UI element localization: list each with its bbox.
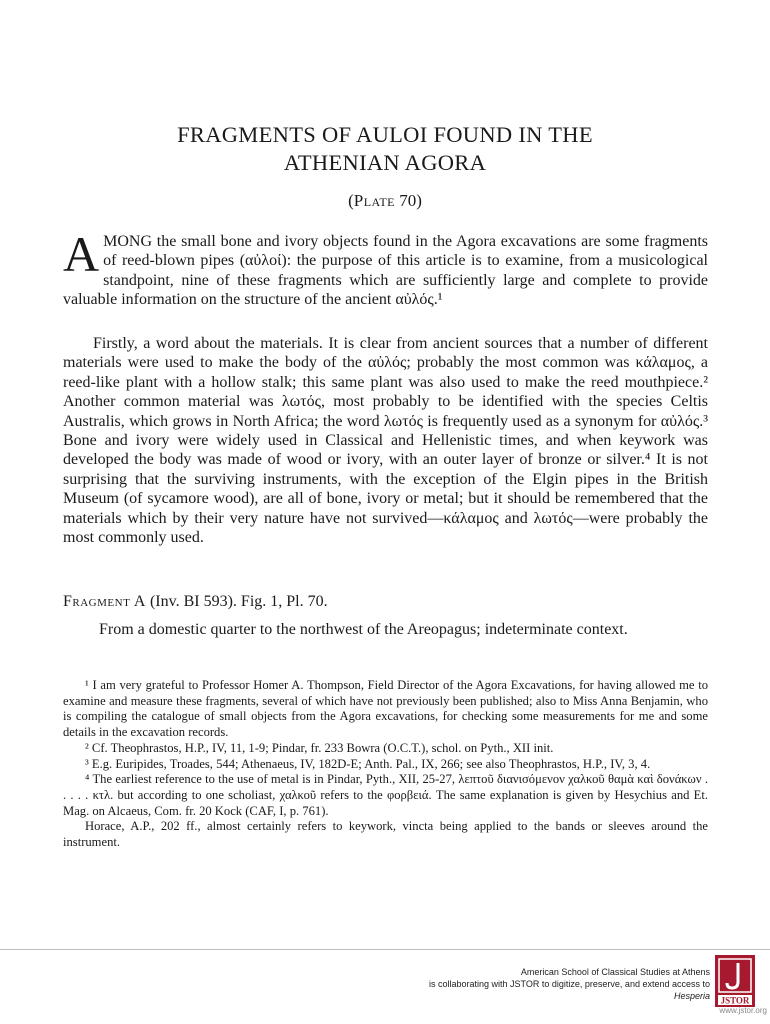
footer-journal-link[interactable]: Hesperia — [673, 991, 710, 1001]
plate-number: 70) — [395, 191, 422, 210]
footnote-1: ¹ I am very grateful to Professor Homer A. Thompson, Field Director of the Agora Excavations, for having allowed me to examine and measure these fragments, several of which have not previously been published; also to Miss Anna Benjamin, who is compiling the catalogue of small objects from the Agora excavations, for checking some measurements for me and some details in the excavation records. — [63, 678, 708, 740]
footnote-4: ⁴ The earliest reference to the use of metal is in Pindar, Pyth., XII, 25-27, λεπτοῦ διανισόμενον χαλκοῦ θαμὰ καὶ δονάκων . . . . . κτλ. but according to one scholiast, χαλκοῦ refers to the φορβειά. The same explanation is given by Hesychius and Et. Mag. on Alcaeus, Com. fr. 20 Kock (CAF, I, p. 761). — [63, 772, 708, 818]
fragment-a-heading — [63, 593, 708, 611]
footnotes — [63, 678, 708, 851]
intro-paragraph — [63, 226, 708, 310]
drop-cap: A — [63, 226, 100, 282]
jstor-logo-text: JSTOR — [720, 995, 750, 1006]
jstor-footer — [190, 966, 710, 1002]
fragment-a-inventory: (Inv. BI 593). Fig. 1, Pl. 70. — [145, 593, 328, 610]
fragment-a-context: From a domestic quarter to the northwest of the Areopagus; indeterminate context. — [99, 621, 628, 638]
footnote-4-continued: Horace, A.P., 202 ff., almost certainly refers to keywork, vincta being applied to the bands or sleeves around the instrument. — [63, 819, 708, 850]
article-title-line2: ATHENIAN AGORA — [283, 150, 487, 175]
article-title-line1: FRAGMENTS OF AULOI FOUND IN THE — [177, 122, 593, 147]
footer-divider — [0, 949, 770, 950]
plate-open-paren: ( — [348, 191, 354, 210]
materials-paragraph: Firstly, a word about the materials. It is clear from ancient sources that a number of different materials were used to make the body of the αὐλός; probably the most common was κάλαμος, a reed-like plant with a hollow stalk; this same plant was also used to make the reed mouthpiece.² Another common material was λωτός, most probably to be identified with the species Celtis Australis, which grows in North Africa; the word λωτός is frequently used as a synonym for αὐλός.³ Bone and ivory were widely used in Classical and Hellenistic times, and when keywork was developed the body was made of wood or ivory, with an outer layer of bronze or silver.⁴ It is not surprising that the surviving instruments, with the exception of the Elgin pipes in the British Museum (of sycamore wood), are all of bone, ivory or metal; but it should be remembered that the materials which by their very nature have not survived—κάλαμος and λωτός—were probably the most commonly used. — [63, 335, 708, 547]
footnote-3: ³ E.g. Euripides, Troades, 544; Athenaeus, IV, 182D-E; Anth. Pal., IX, 266; see also Theophrastos, H.P., IV, 3, 4. — [85, 756, 651, 771]
plate-label: Plate — [353, 191, 396, 210]
footnote-2: ² Cf. Theophrastos, H.P., IV, 11, 1-9; Pindar, fr. 233 Bowra (O.C.T.), schol. on Pyth., XII init. — [85, 740, 554, 755]
plate-reference — [60, 191, 710, 211]
footer-line1: American School of Classical Studies at Athens — [520, 967, 710, 977]
intro-text: MONG the small bone and ivory objects found in the Agora excavations are some fragments of reed-blown pipes (αὐλοί): the purpose of this article is to examine, from a musicological standpoint, nine of these fragments which are sufficiently large and complete to provide valuable information on the structure of the ancient αὐλός.¹ — [63, 233, 708, 309]
fragment-a-label: Fragment A — [63, 593, 146, 610]
jstor-url[interactable]: www.jstor.org — [719, 1006, 767, 1015]
footer-line2: is collaborating with JSTOR to digitize, preserve, and extend access to — [429, 979, 710, 989]
jstor-logo-icon[interactable] — [714, 954, 756, 1008]
